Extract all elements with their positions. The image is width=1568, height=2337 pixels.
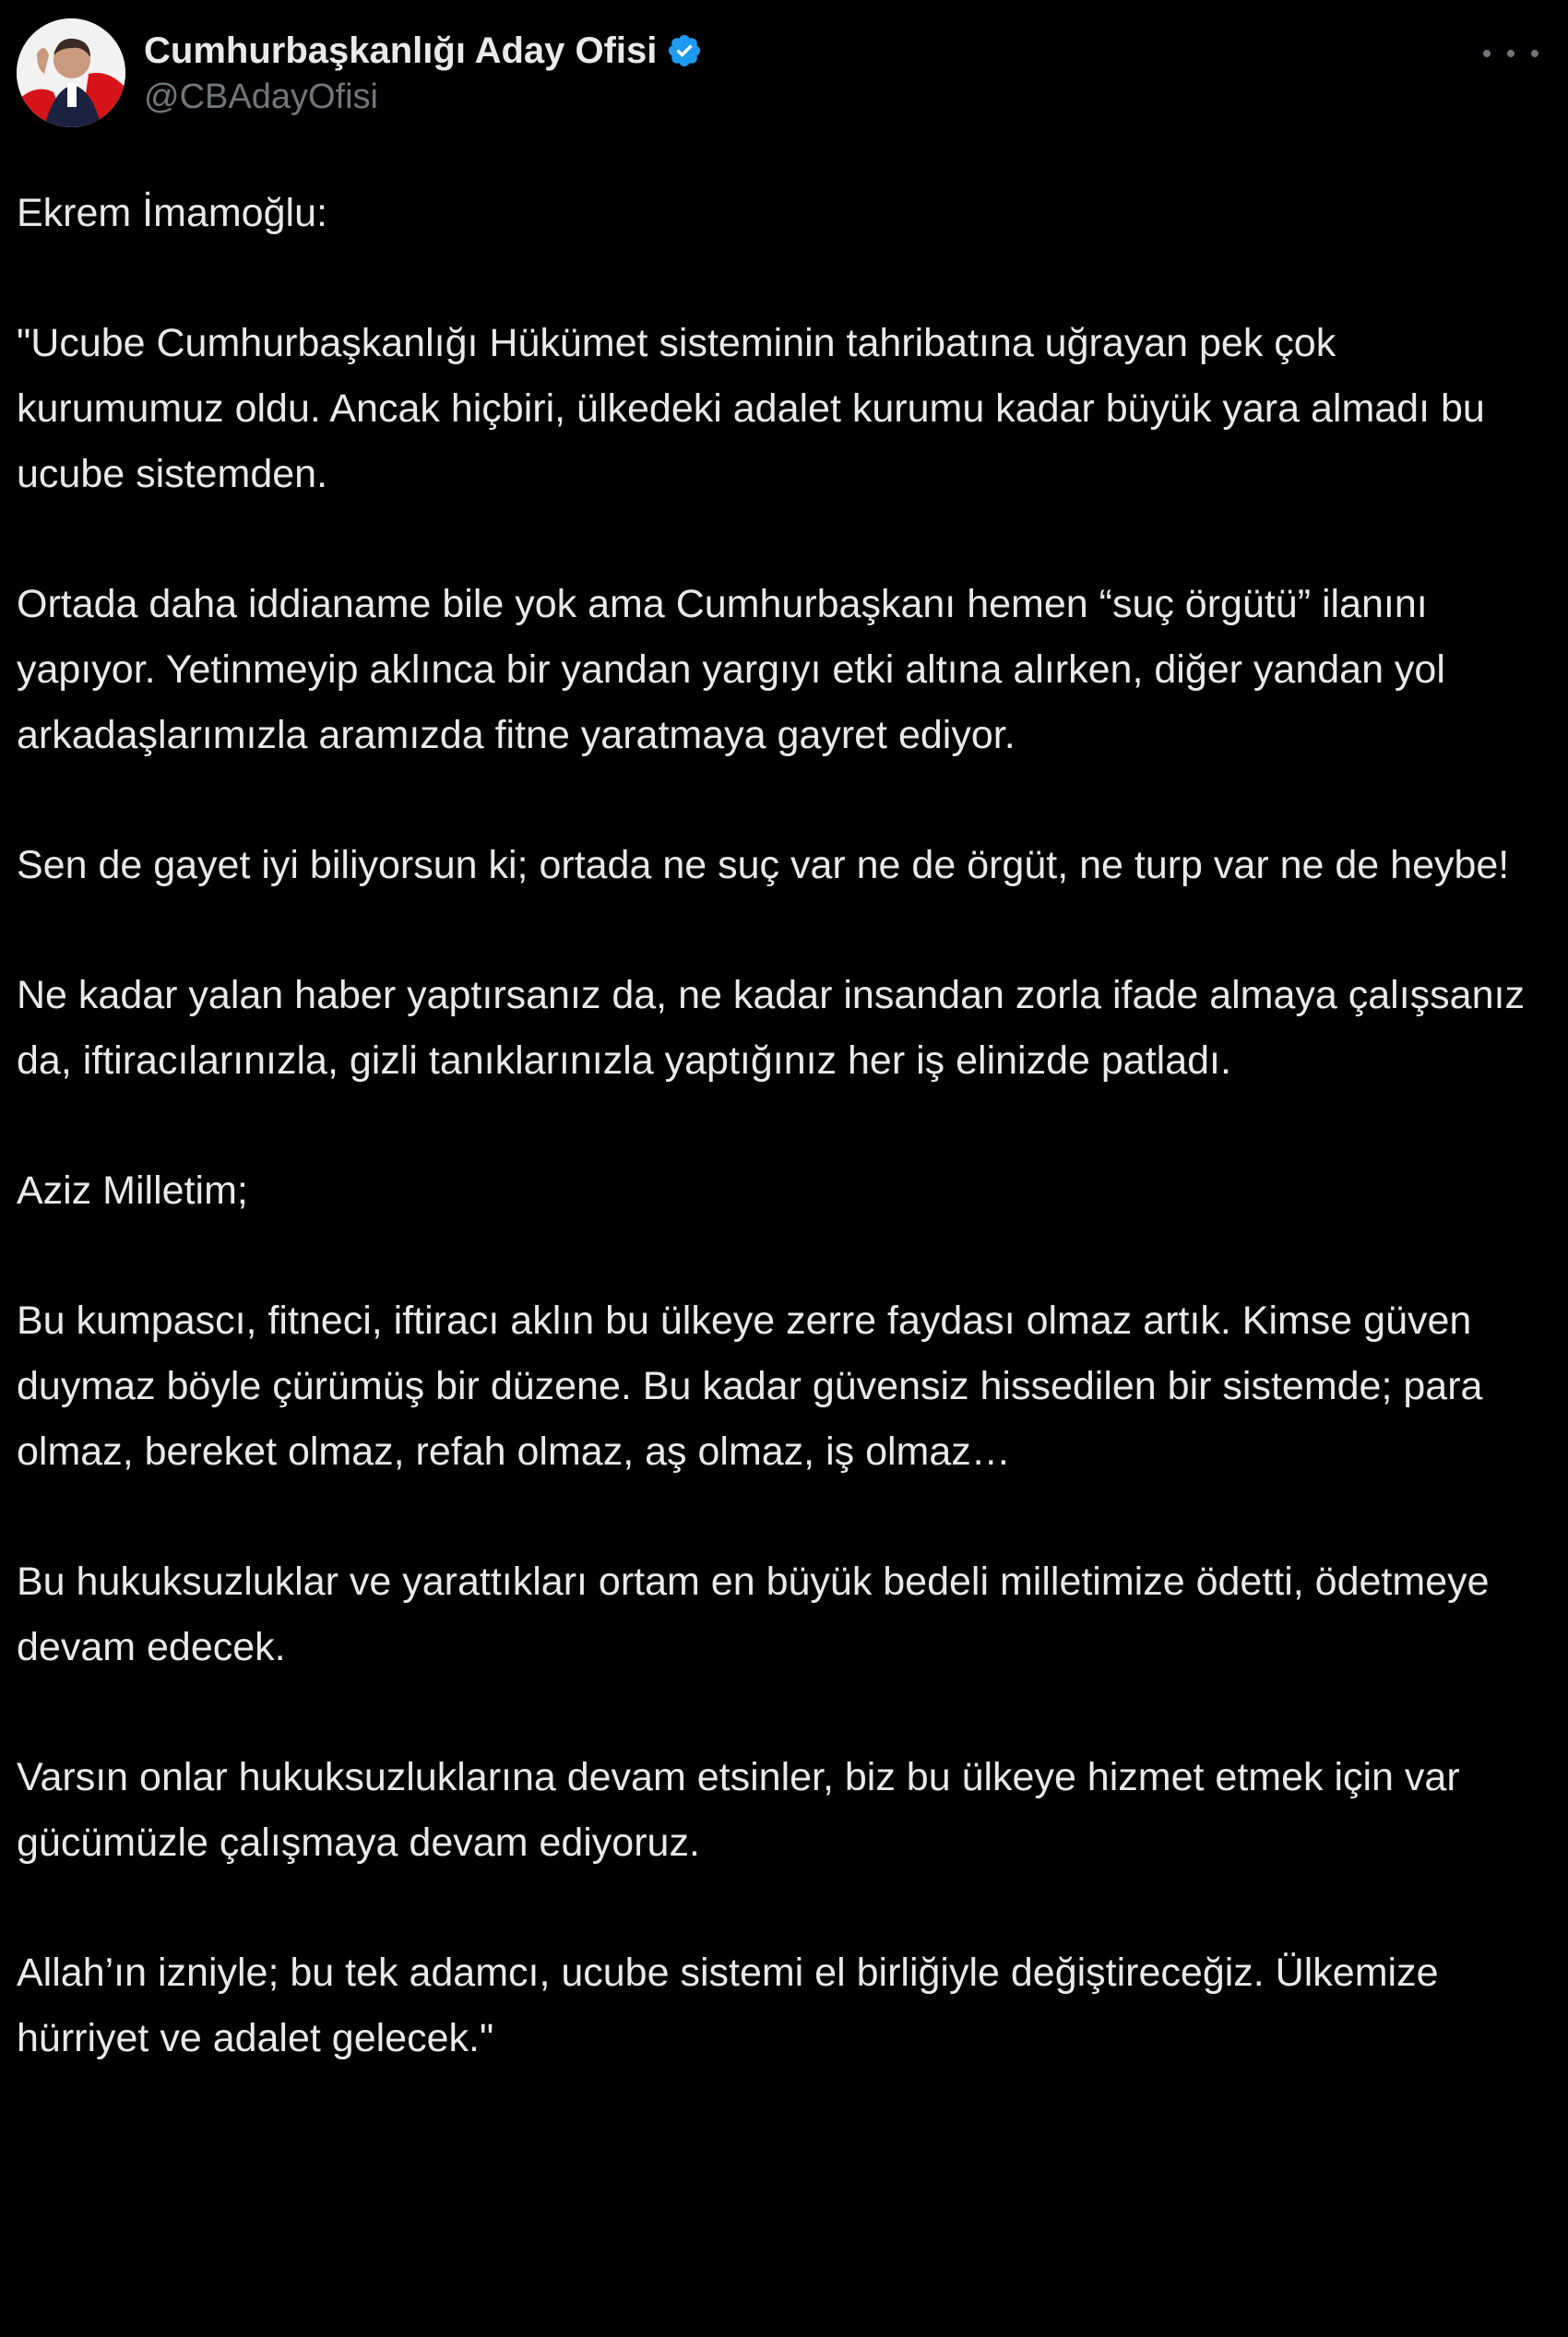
- tweet-paragraph: Bu hukuksuzluklar ve yarattıkları ortam en büyük bedeli milletimize ödetti, ödetmeye devam edecek.: [17, 1560, 1490, 1669]
- author-info: [144, 26, 703, 117]
- tweet-paragraph: Ekrem İmamoğlu:: [17, 191, 327, 235]
- tweet-text: [17, 181, 1548, 2136]
- more-dot-icon: [1531, 50, 1538, 57]
- tweet-paragraph: Ne kadar yalan haber yaptırsanız da, ne kadar insandan zorla ifade almaya çalışsanız da, iftiracılarınızla, gizli tanıklarınızla yaptığınız her iş elinizde patladı.: [17, 973, 1525, 1083]
- tweet-paragraph: Varsın onlar hukuksuzluklarına devam etsinler, biz bu ülkeye hizmet etmek için var gücümüzle çalışmaya devam ediyoruz.: [17, 1755, 1460, 1865]
- profile-photo-icon: [17, 18, 125, 127]
- more-dot-icon: [1483, 50, 1491, 57]
- more-dot-icon: [1507, 50, 1515, 57]
- tweet-paragraph: "Ucube Cumhurbaşkanlığı Hükümet sisteminin tahribatına uğrayan pek çok kurumumuz oldu. Ancak hiçbiri, ülkedeki adalet kurumu kadar büyük yara almadı bu ucube sistemden.: [17, 321, 1485, 496]
- tweet-paragraph: Aziz Milletim;: [17, 1168, 248, 1213]
- tweet-paragraph: Sen de gayet iyi biliyorsun ki; ortada ne suç var ne de örgüt, ne turp var ne de heybe!: [17, 843, 1510, 887]
- tweet-header: [17, 18, 1551, 134]
- handle[interactable]: @CBAdayOfisi: [144, 77, 378, 116]
- avatar[interactable]: [17, 18, 125, 127]
- tweet-paragraph: Bu kumpascı, fitneci, iftiracı aklın bu ülkeye zerre faydası olmaz artık. Kimse güven duymaz böyle çürümüş bir düzene. Bu kadar güvensiz hissedilen bir sistemde; para olmaz, bereket olmaz, refah olmaz, aş olmaz, iş olmaz…: [17, 1299, 1483, 1474]
- display-name[interactable]: Cumhurbaşkanlığı Aday Ofisi: [144, 30, 658, 71]
- more-options-button[interactable]: [1483, 35, 1538, 72]
- tweet-paragraph: Allah’ın izniyle; bu tek adamcı, ucube sistemi el birliğiyle değiştireceğiz. Ülkemize hürriyet ve adalet gelecek.": [17, 1951, 1439, 2060]
- verified-badge-icon[interactable]: [666, 32, 703, 69]
- display-name-row: [144, 26, 703, 76]
- tweet-paragraph: Ortada daha iddianame bile yok ama Cumhurbaşkanı hemen “suç örgütü” ilanını yapıyor. Yetinmeyip aklınca bir yandan yargıyı etki altına alırken, diğer yandan yol arkadaşlarımızla aramızda fitne yaratmaya gayret ediyor.: [17, 582, 1445, 757]
